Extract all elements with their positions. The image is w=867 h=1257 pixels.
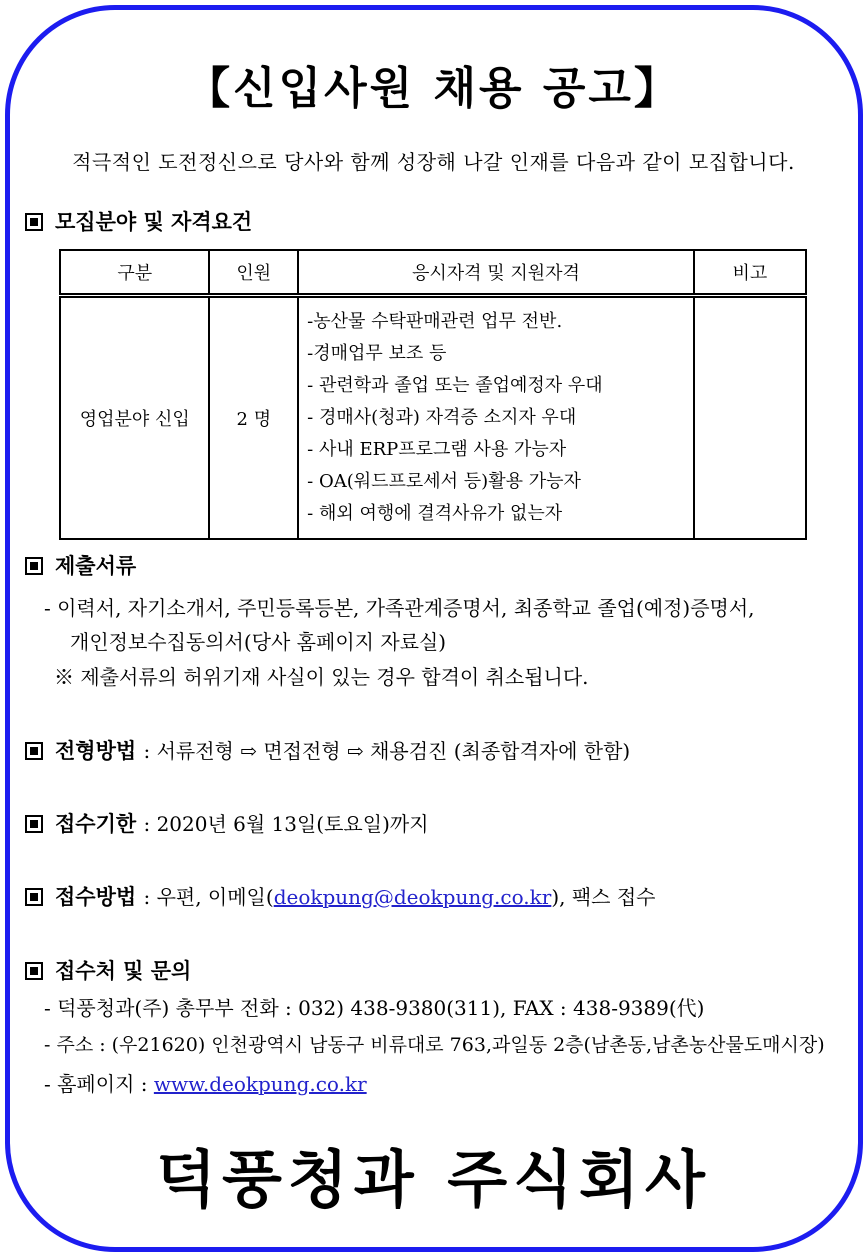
requirements-table (59, 249, 807, 540)
section-deadline (25, 808, 429, 838)
bullet-square-icon (25, 213, 43, 231)
bullet-square-icon (25, 888, 43, 906)
header-category: 구분 (60, 250, 209, 296)
header-count: 인원 (209, 250, 298, 296)
documents-note: ※ 제출서류의 허위기재 사실이 있는 경우 합격이 취소됩니다. (54, 665, 589, 689)
header-qualifications: 응시자격 및 지원자격 (298, 250, 694, 296)
qualification-item: -경매업무 보조 등 (307, 343, 447, 364)
deadline-value: : 2020년 6월 13일(토요일)까지 (143, 812, 429, 836)
documents-line-2: 개인정보수집동의서(당사 홈페이지 자료실) (70, 630, 447, 654)
section-deadline-heading: 접수기한 (55, 811, 137, 836)
homepage-link[interactable]: www.deokpung.co.kr (153, 1072, 367, 1096)
documents-line-1: - 이력서, 자기소개서, 주민등록등본, 가족관계증명서, 최종학교 졸업(예정)증명서, (44, 596, 755, 620)
contact-homepage (44, 1068, 367, 1097)
selection-value: : 서류전형 ⇨ 면접전형 ⇨ 채용검진 (최종합격자에 한함) (143, 739, 631, 763)
section-method (25, 881, 655, 911)
cell-count: 2 명 (209, 296, 298, 540)
qualification-item: - OA(워드프로세서 등)활용 가능자 (307, 471, 581, 492)
qualification-item: - 경매사(청과) 자격증 소지자 우대 (307, 407, 577, 428)
section-recruit (25, 206, 252, 236)
qualification-item: - 관련학과 졸업 또는 졸업예정자 우대 (307, 375, 603, 396)
section-selection-heading: 전형방법 (55, 738, 137, 763)
homepage-label: - 홈페이지 : (44, 1072, 154, 1096)
qualification-item: - 해외 여행에 결격사유가 없는자 (307, 503, 563, 524)
intro-text: 적극적인 도전정신으로 당사와 함께 성장해 나갈 인재를 다음과 같이 모집합니다. (72, 150, 795, 174)
contact-phone: - 덕풍청과(주) 총무부 전화 : 032) 438-9380(311), FAX : 438-9389(代) (44, 996, 705, 1020)
section-contact (25, 955, 191, 985)
table-header-row (60, 250, 806, 296)
qualification-item: - 사내 ERP프로그램 사용 가능자 (307, 439, 567, 460)
section-documents (25, 550, 136, 580)
method-prefix: : 우편, 이메일( (143, 885, 274, 909)
page-title: 【신입사원 채용 공고】 (186, 63, 681, 114)
section-selection (25, 735, 630, 765)
bullet-square-icon (25, 962, 43, 980)
table-row (60, 296, 806, 540)
method-suffix: ), 팩스 접수 (551, 885, 656, 909)
contact-address: - 주소 : (우21620) 인천광역시 남동구 비류대로 763,과일동 2층(남촌동,남촌농산물도매시장) (44, 1034, 825, 1056)
cell-note (694, 296, 806, 540)
qualification-item: -농산물 수탁판매관련 업무 전반. (307, 311, 563, 332)
bullet-square-icon (25, 557, 43, 575)
section-documents-heading: 제출서류 (55, 553, 137, 578)
cell-category: 영업분야 신입 (60, 296, 209, 540)
bullet-square-icon (25, 815, 43, 833)
header-note: 비고 (694, 250, 806, 296)
section-contact-heading: 접수처 및 문의 (55, 958, 192, 983)
bullet-square-icon (25, 742, 43, 760)
company-name: 덕풍청과 주식회사 (156, 1143, 711, 1216)
cell-qualifications (298, 296, 694, 540)
section-recruit-heading: 모집분야 및 자격요건 (55, 209, 253, 234)
email-link[interactable]: deokpung@deokpung.co.kr (273, 885, 552, 909)
section-method-heading: 접수방법 (55, 884, 137, 909)
